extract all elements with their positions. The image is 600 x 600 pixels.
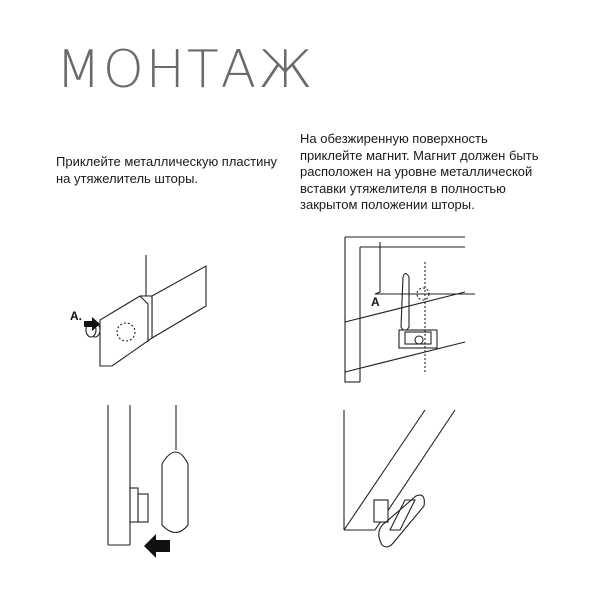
magnet-placement-illustration [335, 232, 475, 392]
instruction-step2: На обезжиренную поверхность приклейте магнит. Магнит должен быть расположен на уровне металлической вставки утяжелителя в полностью закрытом положении шторы. [300, 131, 539, 212]
instruction-step1: Приклейте металлическую пластину на утяжелитель шторы. [56, 154, 278, 186]
magnet-angled-illustration [330, 400, 470, 560]
plate-attach-illustration [60, 250, 240, 380]
label-a: A [371, 295, 380, 309]
magnet-vertical-illustration [100, 400, 200, 560]
page-title: МОНТАЖ [56, 40, 315, 100]
label-a-dot: A. [70, 309, 82, 323]
